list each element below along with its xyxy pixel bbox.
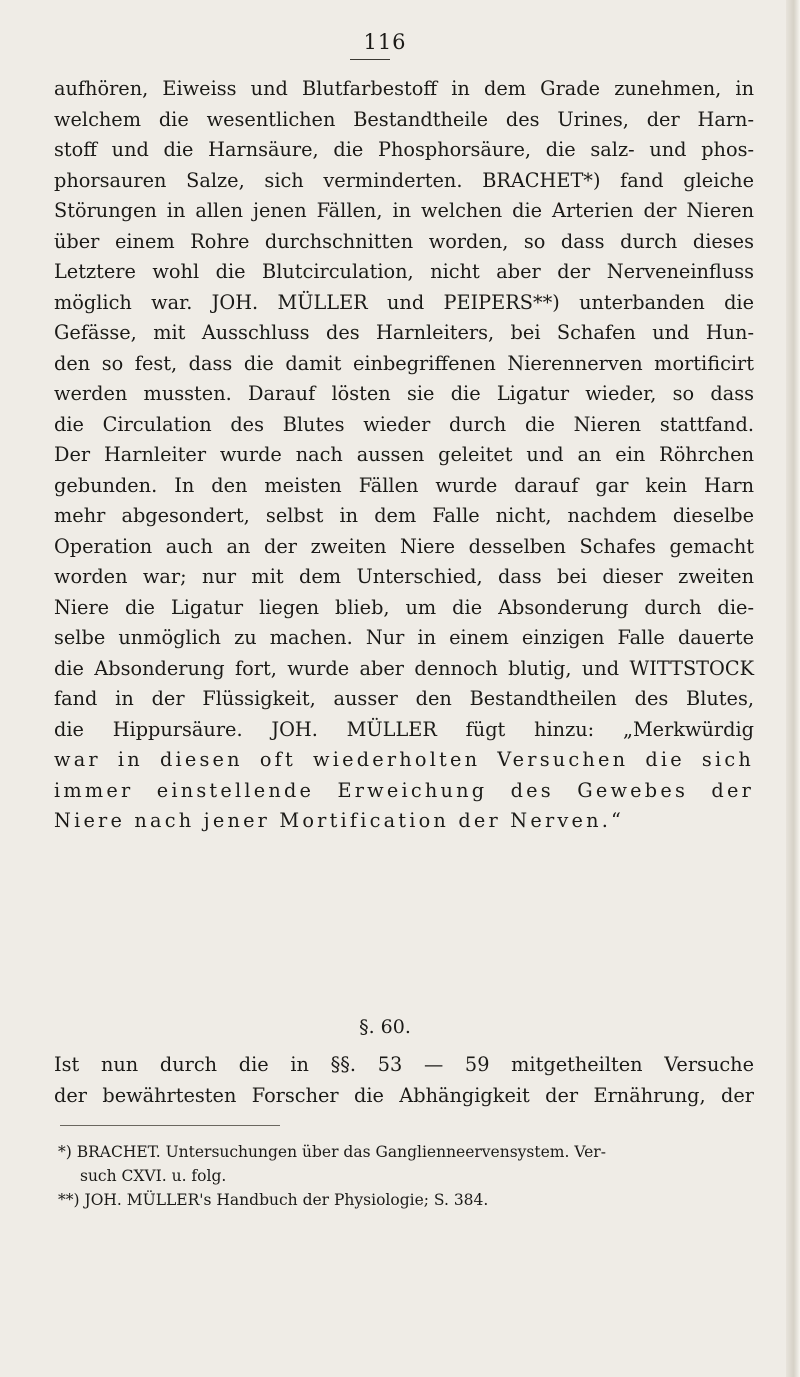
text-line: werden mussten. Darauf lösten sie die Ligatur wieder, so dass bbox=[54, 382, 754, 405]
text-line: die Hippursäure. JOH. MÜLLER fügt hinzu: „Merkwürdig bbox=[54, 717, 754, 741]
footnote-rule bbox=[60, 1125, 280, 1126]
text-line: die Absonderung fort, wurde aber dennoch blutig, und WITTSTOCK bbox=[54, 656, 754, 680]
page-edge-shadow bbox=[786, 0, 800, 1377]
spaced-quote-line: Niere nach jener Mortification der Nerven.“ bbox=[54, 809, 625, 832]
spaced-quote-line: immer einstellende Erweichung des Gewebes der bbox=[54, 778, 754, 802]
text-line: möglich war. JOH. MÜLLER und PEIPERS**) unterbanden die bbox=[54, 290, 754, 314]
footnotes bbox=[58, 1140, 758, 1212]
footnote-continuation: such CXVI. u. folg. bbox=[80, 1167, 227, 1185]
text-line: aufhören, Eiweiss und Blutfarbestoff in dem Grade zunehmen, in bbox=[54, 77, 754, 100]
text-line: Störungen in allen jenen Fällen, in welchen die Arterien der Nieren bbox=[54, 199, 754, 222]
footnote: **) JOH. MÜLLER's Handbuch der Physiologie; S. 384. bbox=[58, 1191, 489, 1209]
text-line: mehr abgesondert, selbst in dem Falle nicht, nachdem dieselbe bbox=[54, 504, 754, 527]
text-line: Operation auch an der zweiten Niere desselben Schafes gemacht bbox=[54, 534, 754, 558]
text-line: die Circulation des Blutes wieder durch die Nieren stattfand. bbox=[54, 412, 754, 436]
text-line: Niere die Ligatur liegen blieb, um die Absonderung durch die- bbox=[54, 595, 754, 619]
text-line: Der Harnleiter wurde nach aussen geleitet und an ein Röhrchen bbox=[54, 443, 754, 466]
text-line: über einem Rohre durchschnitten worden, so dass durch dieses bbox=[54, 229, 754, 253]
page-number-underline bbox=[350, 59, 390, 60]
text-line: Letztere wohl die Blutcirculation, nicht aber der Nerveneinfluss bbox=[54, 260, 754, 283]
text-line: welchem die wesentlichen Bestandtheile des Urines, der Harn- bbox=[54, 107, 754, 131]
section-heading: §. 60. bbox=[359, 1016, 411, 1038]
section-paragraph bbox=[54, 1050, 754, 1111]
page-number: 116 bbox=[363, 30, 407, 54]
spaced-quote-line: war in diesen oft wiederholten Versuchen die sich bbox=[54, 748, 754, 771]
text-line: fand in der Flüssigkeit, ausser den Bestandtheilen des Blutes, bbox=[54, 687, 754, 710]
text-line: worden war; nur mit dem Unterschied, dass bei dieser zweiten bbox=[54, 565, 754, 588]
main-paragraph bbox=[54, 74, 754, 837]
text-line: der bewährtesten Forscher die Abhängigkeit der Ernährung, der bbox=[54, 1083, 754, 1107]
text-line: Ist nun durch die in §§. 53 — 59 mitgetheilten Versuche bbox=[54, 1053, 754, 1076]
text-line: stoff und die Harnsäure, die Phosphorsäure, die salz- und phos- bbox=[54, 138, 754, 161]
text-line: gebunden. In den meisten Fällen wurde darauf gar kein Harn bbox=[54, 473, 754, 497]
footnote: *) BRACHET. Untersuchungen über das Ganglienneervensystem. Ver- bbox=[58, 1143, 606, 1161]
text-line: Gefässe, mit Ausschluss des Harnleiters, bei Schafen und Hun- bbox=[54, 321, 754, 344]
text-line: selbe unmöglich zu machen. Nur in einem einzigen Falle dauerte bbox=[54, 626, 754, 649]
text-line: den so fest, dass die damit einbegriffenen Nierennerven mortificirt bbox=[54, 351, 754, 375]
text-line: phorsauren Salze, sich verminderten. BRACHET*) fand gleiche bbox=[54, 168, 754, 192]
